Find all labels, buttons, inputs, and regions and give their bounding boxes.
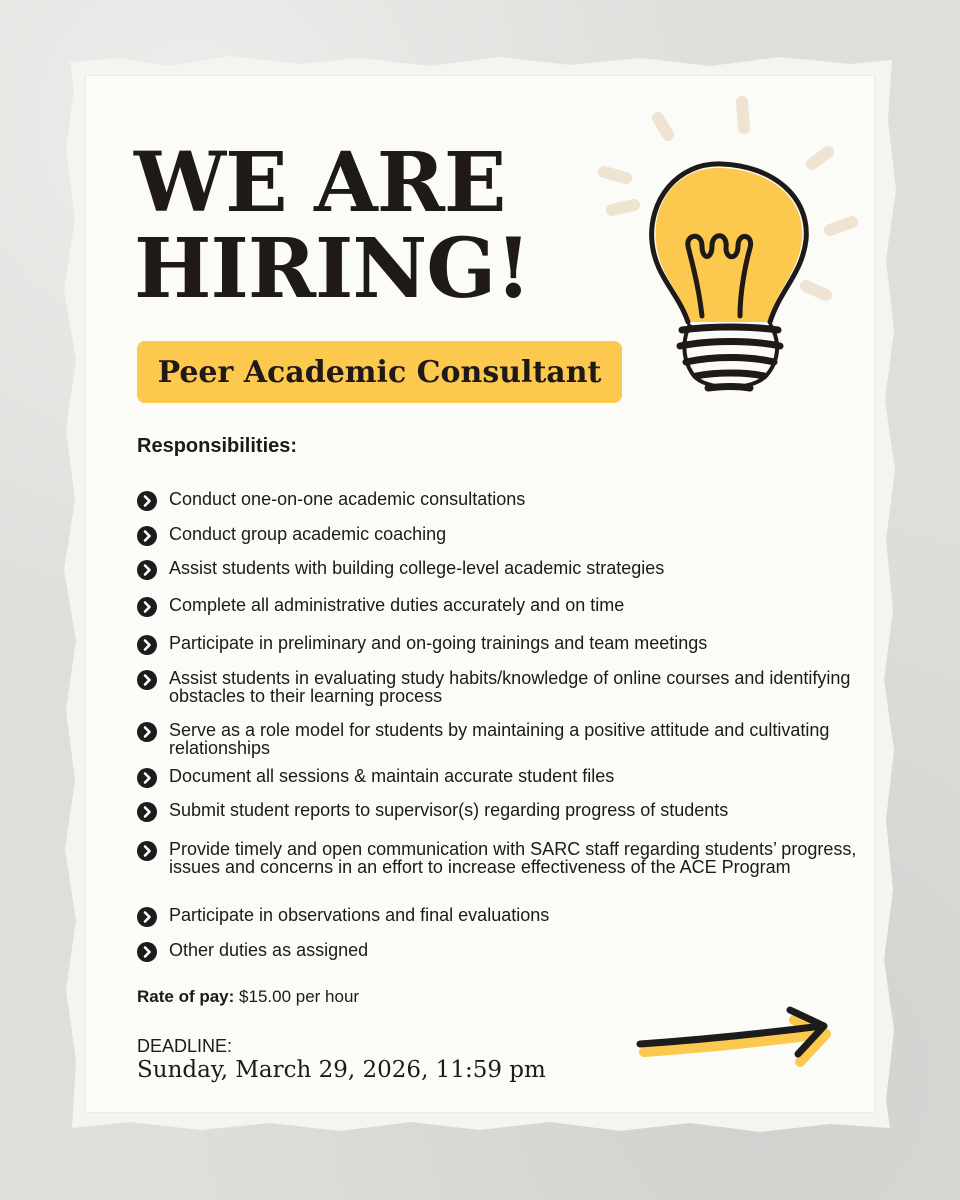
- headline-line-1: WE ARE: [134, 135, 506, 231]
- list-item: [137, 801, 857, 822]
- role-badge: Peer Academic Consultant: [137, 341, 622, 403]
- deadline-date: Sunday, March 29, 2026, 11:59 pm: [137, 1057, 546, 1083]
- list-item-text: Other duties as assigned: [169, 940, 369, 960]
- arrow-right-icon: [632, 996, 842, 1086]
- deadline-label: DEADLINE:: [137, 1036, 233, 1056]
- rate-of-pay: [137, 987, 359, 1007]
- chevron-right-circle-icon: [137, 526, 157, 546]
- list-item-text: Participate in preliminary and on-going trainings and team meetings: [169, 633, 708, 653]
- list-item-text: Complete all administrative duties accurately and on time: [169, 595, 625, 615]
- list-item: [137, 906, 857, 927]
- chevron-right-circle-icon: [137, 722, 157, 742]
- chevron-right-circle-icon: [137, 841, 157, 861]
- list-item-text: Conduct group academic coaching: [169, 524, 447, 544]
- list-item: [137, 669, 857, 705]
- chevron-right-circle-icon: [137, 635, 157, 655]
- list-item: [137, 634, 857, 655]
- list-item-text: Document all sessions & maintain accurate student files: [169, 766, 615, 786]
- chevron-right-circle-icon: [137, 560, 157, 580]
- chevron-right-circle-icon: [137, 942, 157, 962]
- list-item: [137, 767, 857, 788]
- list-item-text: Provide timely and open communication with SARC staff regarding students’ progress, issues and concerns in an effort to increase effectiveness of the ACE Program: [169, 839, 857, 877]
- chevron-right-circle-icon: [137, 491, 157, 511]
- light-bulb-icon: [590, 90, 870, 400]
- list-item-text: Assist students with building college-level academic strategies: [169, 558, 665, 578]
- responsibilities-heading: Responsibilities:: [137, 435, 298, 457]
- headline-line-2: HIRING!: [134, 221, 531, 317]
- chevron-right-circle-icon: [137, 670, 157, 690]
- list-item-text: Participate in observations and final evaluations: [169, 905, 550, 925]
- chevron-right-circle-icon: [137, 907, 157, 927]
- rate-of-pay-value: $15.00 per hour: [239, 987, 360, 1006]
- list-item-text: Serve as a role model for students by maintaining a positive attitude and cultivating relationships: [169, 720, 830, 758]
- list-item: [137, 490, 857, 511]
- list-item: [137, 559, 857, 580]
- list-item: [137, 596, 857, 617]
- list-item: [137, 941, 857, 962]
- chevron-right-circle-icon: [137, 597, 157, 617]
- chevron-right-circle-icon: [137, 802, 157, 822]
- list-item-text: Conduct one-on-one academic consultations: [169, 489, 526, 509]
- list-item: [137, 525, 857, 546]
- list-item-text: Submit student reports to supervisor(s) regarding progress of students: [169, 800, 729, 820]
- rate-of-pay-label: Rate of pay:: [137, 987, 235, 1006]
- list-item: [137, 840, 857, 876]
- list-item-text: Assist students in evaluating study habits/knowledge of online courses and identifying obstacles to their learning process: [169, 668, 851, 706]
- headline: [134, 135, 531, 317]
- list-item: [137, 721, 857, 757]
- chevron-right-circle-icon: [137, 768, 157, 788]
